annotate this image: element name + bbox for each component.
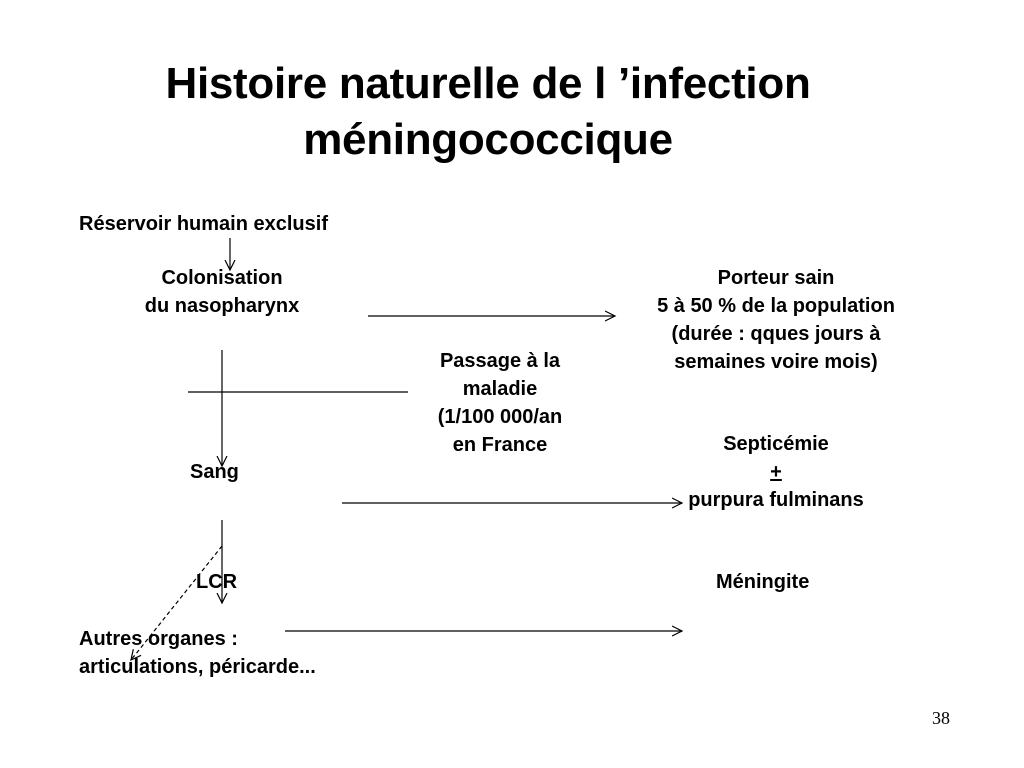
autres-organes-line-1: Autres organes : — [79, 628, 238, 650]
porteur-sain-line-4: semaines voire mois) — [674, 351, 878, 373]
passage-maladie-node — [400, 347, 600, 459]
passage-line-3: (1/100 000/an — [437, 406, 563, 428]
page-number: 38 — [932, 708, 950, 728]
colonisation-line-2: du nasopharynx — [144, 295, 300, 317]
septicemie-line-2: + — [770, 461, 782, 483]
colonisation-line-1: Colonisation — [161, 267, 283, 289]
porteur-sain-line-2: 5 à 50 % de la population — [657, 295, 895, 317]
septicemie-node — [626, 430, 926, 514]
reservoir-label: Réservoir humain exclusif — [79, 213, 328, 235]
porteur-sain-line-3: (durée : qques jours à — [671, 323, 881, 345]
septicemie-line-3: purpura fulminans — [688, 489, 864, 511]
passage-line-2: maladie — [462, 378, 538, 400]
slide-title-line-1: Histoire naturelle de l ’infection — [165, 59, 811, 108]
septicemie-line-1: Septicémie — [723, 433, 829, 455]
porteur-sain-line-1: Porteur sain — [717, 267, 835, 289]
slide-title-line-2: méningococcique — [303, 115, 673, 164]
passage-line-4: en France — [452, 434, 548, 456]
sang-label: Sang — [190, 461, 239, 483]
autres-organes-node — [79, 625, 316, 681]
meningite-label: Méningite — [716, 571, 810, 593]
passage-line-1: Passage à la — [439, 350, 561, 372]
colonisation-node — [102, 264, 342, 320]
lcr-label: LCR — [196, 571, 238, 593]
porteur-sain-node — [606, 264, 946, 376]
autres-organes-line-2: articulations, péricarde... — [79, 656, 316, 678]
